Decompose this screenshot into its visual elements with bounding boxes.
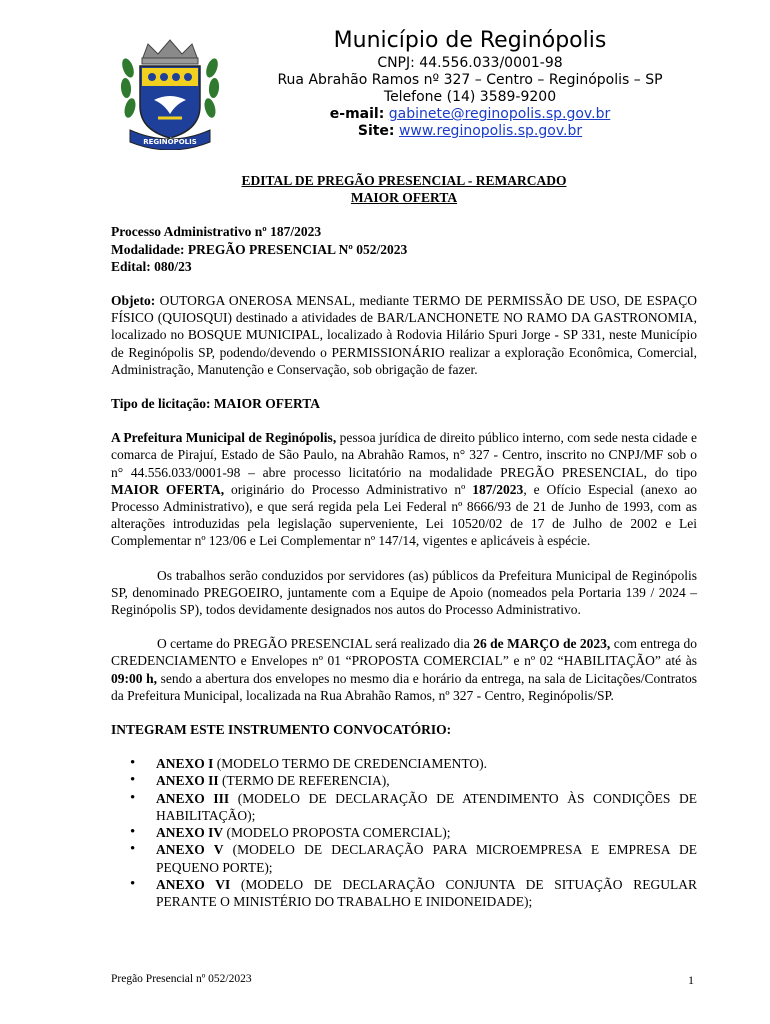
annex-list [111,755,697,910]
modalidade-line: Modalidade: PREGÃO PRESENCIAL Nº 052/2023 [111,241,408,257]
page-number: 1 [688,973,694,987]
cnpj-line: CNPJ: 44.556.033/0001-98 [377,55,563,71]
site-label: Site: [357,123,395,139]
prefeitura-text-b: originário do Processo Administrativo nº [224,481,473,497]
annex-label: ANEXO I [156,756,214,772]
annex-text: (MODELO DE DECLARAÇÃO DE ATENDIMENTO ÀS CONDIÇÕES DE HABILITAÇÃO); [156,790,697,823]
municipality-title: Município de Reginópolis [333,28,607,53]
municipal-crest-logo [118,38,222,150]
site-link[interactable]: www.reginopolis.sp.gov.br [398,123,583,139]
site-line [240,123,700,139]
certame-paragraph [111,635,697,704]
footer-reference: Pregão Presencial nº 052/2023 [111,973,252,985]
prefeitura-paragraph [111,429,697,549]
annex-text: (TERMO DE REFERENCIA), [218,773,390,789]
list-item [111,824,697,841]
email-link[interactable]: gabinete@reginopolis.sp.gov.br [388,106,611,122]
prefeitura-text-c: , e Ofício Especial (anexo ao Processo Administrativo), e que será regida pela Lei Federal nº 8666/93 de 21 de Junho de 1993, com as alterações introduzidas pela legislação superveniente, Lei 10520/02 de 17 de Julho de 2002 e Lei Complementar nº 123/06 e Lei Complementar nº 147/14, vigentes e aplicáveis à espécie. [111,481,697,549]
process-info [111,223,697,275]
annex-label: ANEXO IV [156,825,224,841]
processo-line: Processo Administrativo nº 187/2023 [111,224,322,240]
annex-text: (MODELO TERMO DE CREDENCIAMENTO). [213,756,488,772]
prefeitura-text-a: pessoa jurídica de direito público interno, com sede nesta cidade e comarca de Pirajuí, Estado de São Paulo, na Abrahão Ramos, n° 327 - Centro, inscrito no CNPJ/MF sob o n° 44.556.033/0001-98 – abre processo licitatório na modalidade PREGÃO PRESENCIAL, do tipo [111,430,698,480]
annex-label: ANEXO VI [156,876,231,892]
prefeitura-name: A Prefeitura Municipal de Reginópolis, [111,430,337,446]
crest-text: REGINÓPOLIS [143,138,197,146]
annex-label: ANEXO II [156,773,219,789]
annex-label: ANEXO III [156,790,230,806]
certame-text-a: O certame do PREGÃO PRESENCIAL será realizado dia [157,636,474,652]
processo-number-bold: 187/2023 [472,481,524,497]
certame-time-bold: 09:00 h, [111,670,157,686]
list-item [111,841,697,875]
annex-text: (MODELO DE DECLARAÇÃO PARA MICROEMPRESA E EMPRESA DE PEQUENO PORTE); [156,842,697,875]
objeto-text: OUTORGA ONEROSA MENSAL, mediante TERMO DE PERMISSÃO DE USO, DE ESPAÇO FÍSICO (QUIOSQUI) destinado a atividades de BAR/LANCHONETE NO RAMO DA GASTRONOMIA, localizado no BOSQUE MUNICIPAL, localizado à Rodovia Hilário Spuri Jorge - SP 331, neste Município de Reginópolis SP, podendo/devendo o PERMISSIONÁRIO realizar a exploração Econômica, Comercial, Administração, Manutenção e Conservação, sob obrigação de fazer. [111,293,697,377]
section-heading: INTEGRAM ESTE INSTRUMENTO CONVOCATÓRIO: [111,722,452,738]
objeto-label: Objeto: [111,293,156,309]
address-line: Rua Abrahão Ramos nº 327 – Centro – Reginópolis – SP [277,72,663,88]
email-line [240,106,700,122]
annex-label: ANEXO V [156,842,224,858]
maior-oferta-bold: MAIOR OFERTA, [111,481,225,497]
list-item [111,772,697,789]
trabalhos-paragraph: Os trabalhos serão conduzidos por servidores (as) públicos da Prefeitura Municipal de Reginópolis SP, denominado PREGOEIRO, juntamente com a Equipe de Apoio (nomeados pela Portaria 139 / 2024 – Reginópolis SP), todos devidamente designados nos autos do Processo Administrativo. [111,567,697,618]
annex-text: (MODELO PROPOSTA COMERCIAL); [223,825,451,841]
tipo-licitacao: Tipo de licitação: MAIOR OFERTA [111,396,321,412]
objeto-paragraph [111,292,697,378]
document-title [111,172,697,206]
email-label: e-mail: [329,106,385,122]
certame-text-c: sendo a abertura dos envelopes no mesmo dia e horário da entrega, na sala de Licitações/Contratos da Prefeitura Municipal, localizada na Rua Abrahão Ramos, nº 327 - Centro, Reginópolis/SP. [111,670,697,703]
edital-line: Edital: 080/23 [111,258,192,274]
document-body [111,172,697,910]
list-item [111,755,697,772]
list-item [111,790,697,824]
annex-text: (MODELO DE DECLARAÇÃO CONJUNTA DE SITUAÇÃO REGULAR PERANTE O MINISTÉRIO DO TRABALHO E INIDONEIDADE); [156,876,697,909]
document-title-line1: EDITAL DE PREGÃO PRESENCIAL - REMARCADO [241,173,567,188]
certame-date-bold: 26 de MARÇO de 2023, [473,636,611,652]
phone-line: Telefone (14) 3589-9200 [383,89,557,105]
certame-text-b: com entrega do CREDENCIAMENTO e Envelopes nº 01 “PROPOSTA COMERCIAL” e nº 02 “HABILITAÇÃO” até às [111,636,697,669]
document-title-line2: MAIOR OFERTA [350,190,458,206]
list-item [111,876,697,910]
